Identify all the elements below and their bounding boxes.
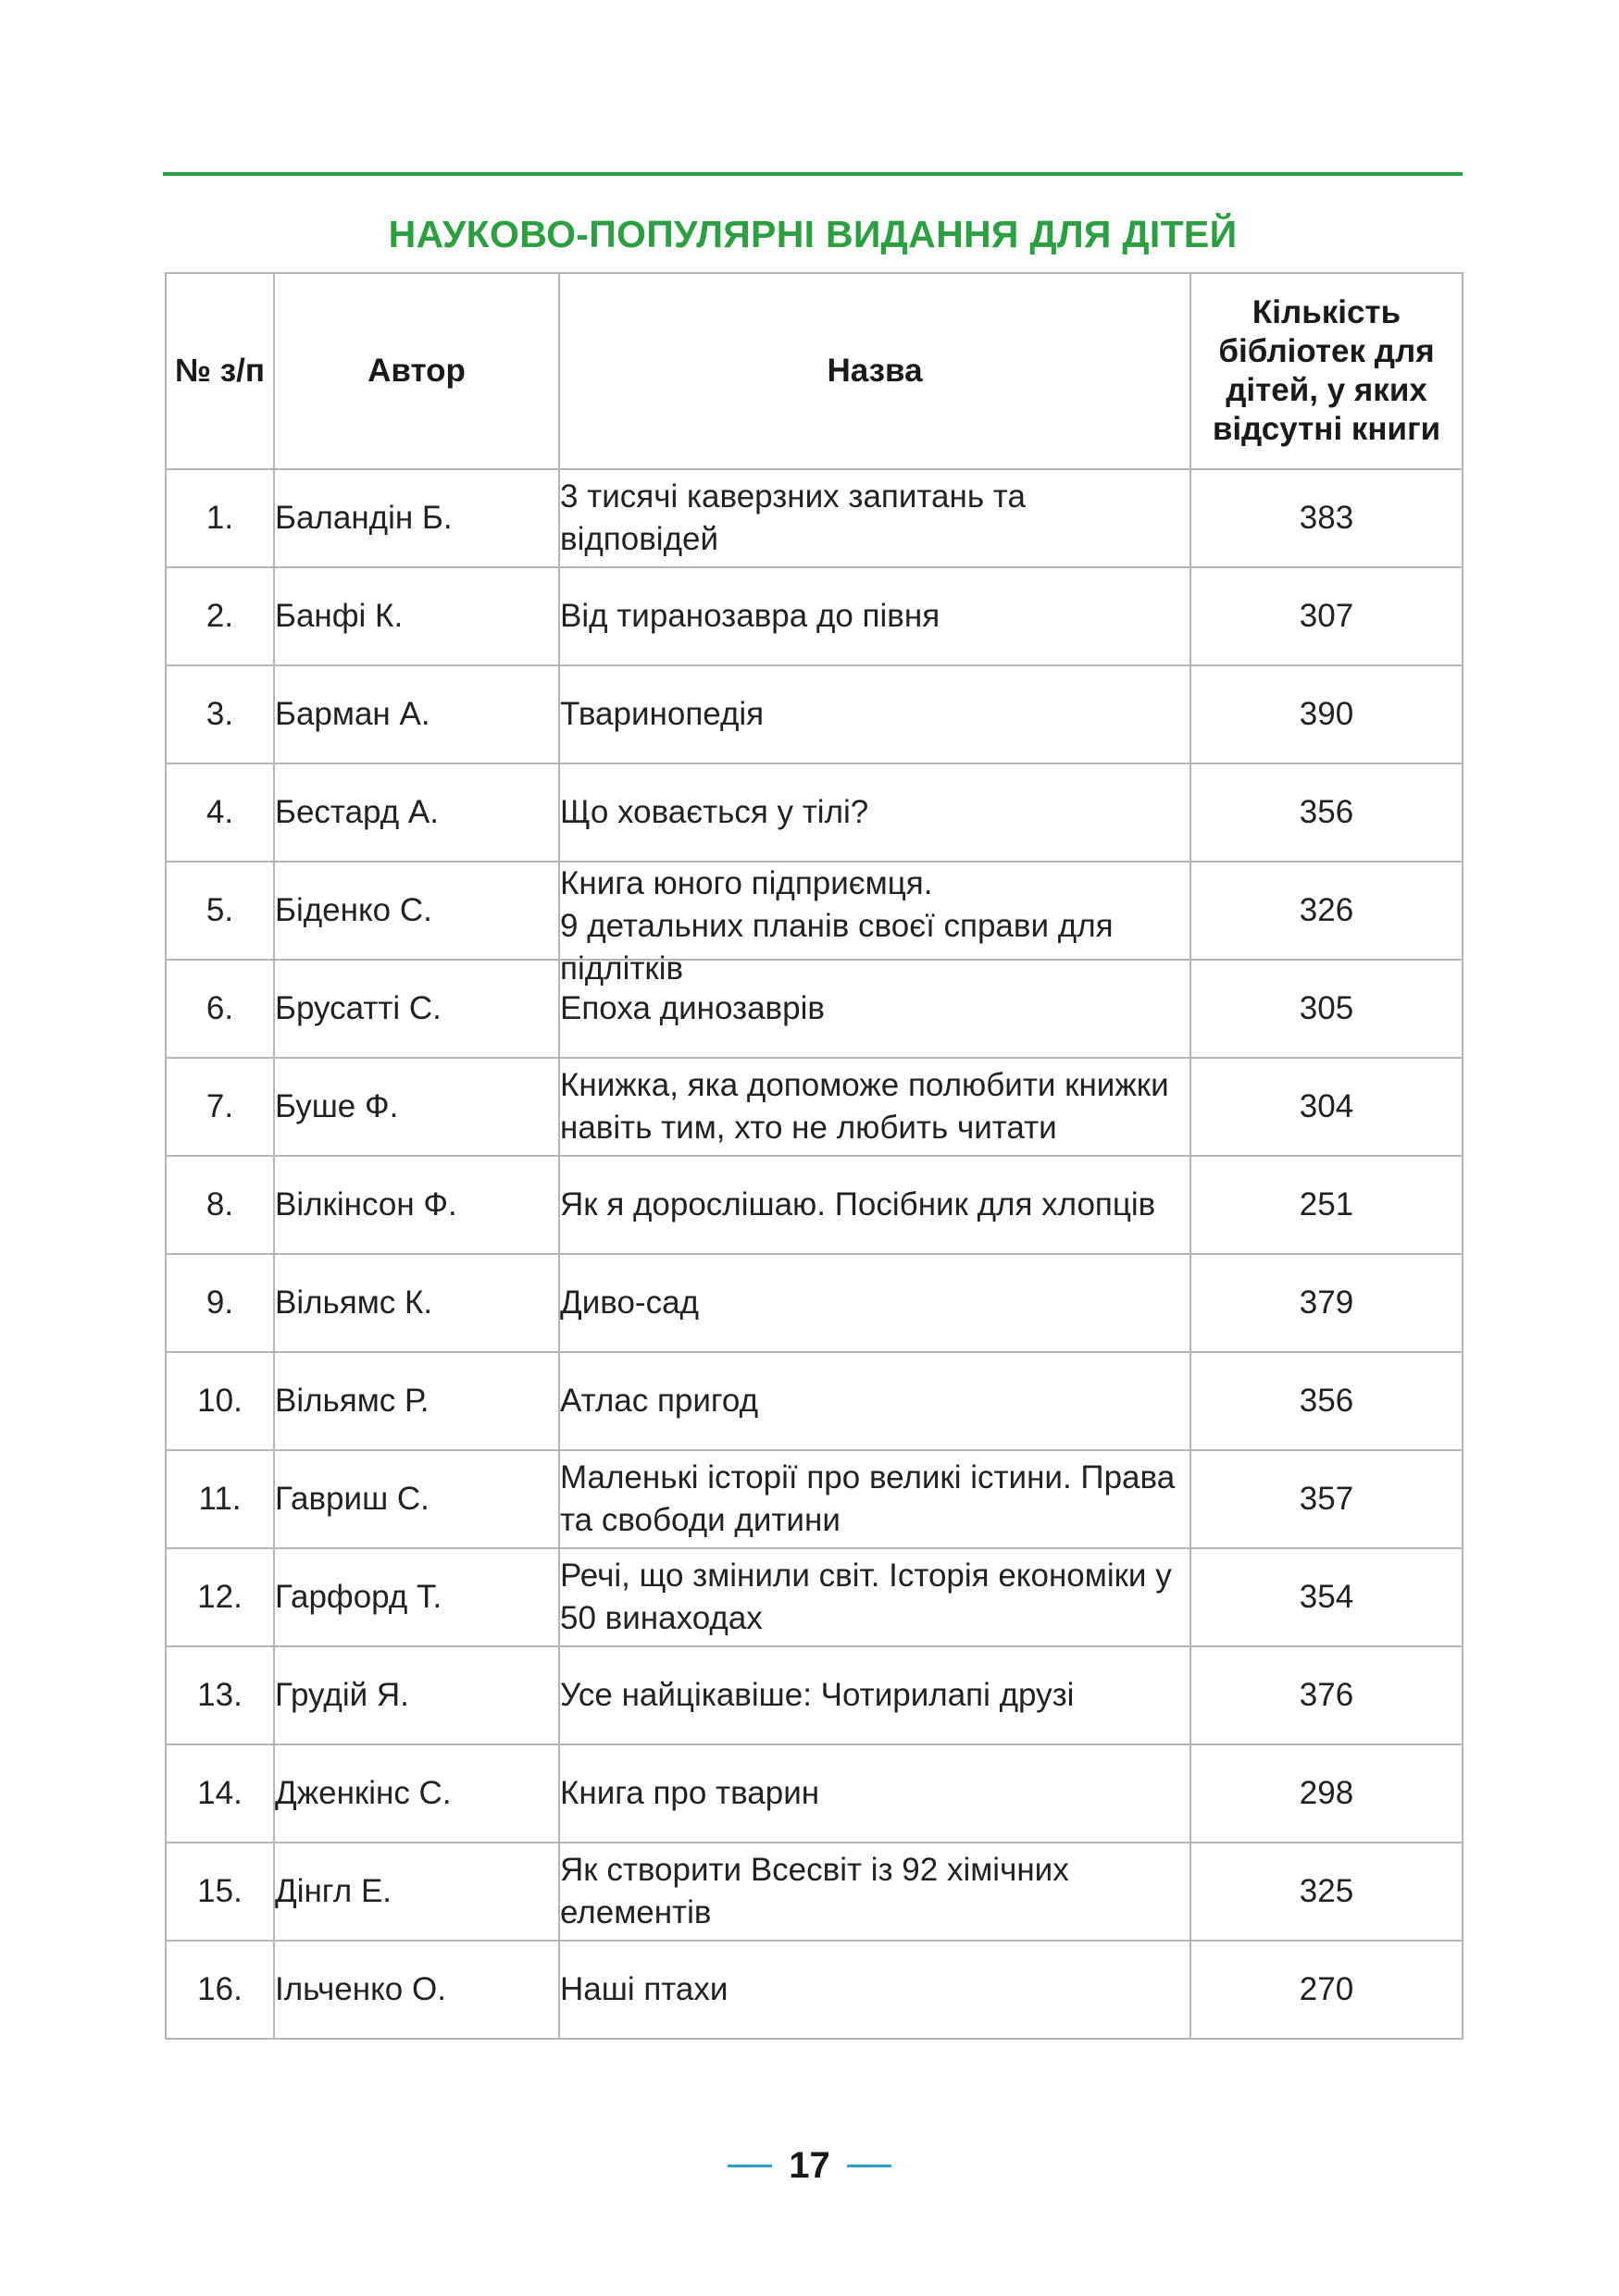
page-number: 17	[789, 2144, 830, 2186]
row-count	[1190, 862, 1463, 960]
row-author	[274, 469, 559, 567]
books-table	[165, 272, 1463, 2040]
row-author	[274, 1646, 559, 1744]
row-number-text: 7.	[205, 1088, 234, 1124]
row-number-text: 15.	[197, 1873, 243, 1909]
row-count-text: 298	[1299, 1775, 1354, 1811]
row-author-text: Ільченко О.	[275, 1971, 446, 2007]
row-title	[559, 1548, 1190, 1646]
row-author	[274, 1941, 559, 2039]
row-count-text: 304	[1299, 1088, 1354, 1124]
row-author	[274, 960, 559, 1058]
row-author	[274, 1254, 559, 1352]
table-row	[166, 567, 1463, 665]
row-number	[166, 1646, 274, 1744]
row-count-text: 305	[1299, 990, 1354, 1026]
row-author	[274, 1548, 559, 1646]
row-author-text: Буше Ф.	[275, 1088, 399, 1124]
row-author-text: Дінгл Е.	[275, 1873, 392, 1909]
row-number-text: 1.	[205, 500, 234, 536]
row-number	[166, 1843, 274, 1941]
header-num: № з/п	[166, 273, 274, 469]
row-author-text: Вілкінсон Ф.	[275, 1186, 457, 1222]
row-count-text: 326	[1299, 892, 1354, 928]
row-author-text: Вільямс Р.	[275, 1383, 430, 1419]
row-title	[559, 1843, 1190, 1941]
row-number-text: 13.	[197, 1677, 243, 1713]
row-number	[166, 1156, 274, 1254]
row-count-text: 357	[1299, 1481, 1354, 1517]
row-count	[1190, 567, 1463, 665]
row-title-text: 3 тисячі каверзних запитань та відповідей	[560, 478, 1026, 557]
row-author	[274, 1450, 559, 1548]
row-title	[559, 1156, 1190, 1254]
page-title: НАУКОВО-ПОПУЛЯРНІ ВИДАННЯ ДЛЯ ДІТЕЙ	[388, 213, 1238, 255]
row-author	[274, 862, 559, 960]
row-author-text: Брусатті С.	[275, 990, 442, 1026]
row-title-text: Книжка, яка допоможе полюбити книжки навіть тим, хто не любить читати	[560, 1067, 1169, 1146]
table-row	[166, 1058, 1463, 1156]
row-count	[1190, 1744, 1463, 1843]
row-author	[274, 1352, 559, 1450]
row-title	[559, 1352, 1190, 1450]
row-author-text: Грудій Я.	[275, 1677, 409, 1713]
row-number-text: 16.	[197, 1971, 243, 2007]
row-author	[274, 567, 559, 665]
table-row	[166, 1548, 1463, 1646]
row-author-text: Барман А.	[275, 696, 430, 732]
row-number-text: 12.	[197, 1579, 243, 1615]
row-title-text: Диво-сад	[560, 1285, 699, 1321]
row-count	[1190, 469, 1463, 567]
row-count-text: 251	[1299, 1186, 1354, 1222]
row-number	[166, 1254, 274, 1352]
table-row	[166, 1352, 1463, 1450]
row-count	[1190, 1548, 1463, 1646]
table-row	[166, 763, 1463, 862]
row-number	[166, 1941, 274, 2039]
row-title-text: Що ховається у тілі?	[560, 794, 869, 830]
row-count	[1190, 1352, 1463, 1450]
row-number-text: 10.	[197, 1383, 243, 1419]
row-count-text: 356	[1299, 794, 1354, 830]
row-count-text: 270	[1299, 1971, 1354, 2007]
row-count	[1190, 763, 1463, 862]
row-author-text: Біденко С.	[275, 892, 432, 928]
row-number	[166, 567, 274, 665]
row-title-text: Епоха динозаврів	[560, 990, 825, 1026]
table-row	[166, 1646, 1463, 1744]
row-title-text: Атлас пригод	[560, 1383, 759, 1419]
row-title-text: Як я дорослішаю. Посібник для хлопців	[560, 1186, 1156, 1222]
row-count	[1190, 1156, 1463, 1254]
row-title	[559, 1941, 1190, 2039]
row-count	[1190, 1941, 1463, 2039]
footer-dash-right	[847, 2165, 891, 2167]
row-title	[559, 862, 1190, 987]
row-title	[559, 1058, 1190, 1156]
row-count	[1190, 1646, 1463, 1744]
row-author	[274, 1156, 559, 1254]
row-title	[559, 665, 1190, 763]
header-count: Кількість бібліотек для дітей, у яких відсутні книги	[1190, 273, 1463, 469]
row-number	[166, 1352, 274, 1450]
row-title-text: Книга юного підприємця. 9 детальних планів своєї справи для підлітків	[560, 865, 1114, 987]
row-number-text: 4.	[205, 794, 234, 830]
row-author-text: Вільямс К.	[275, 1285, 433, 1321]
row-title	[559, 1450, 1190, 1548]
page-footer	[0, 2138, 1619, 2193]
row-number	[166, 1548, 274, 1646]
row-number	[166, 665, 274, 763]
row-author	[274, 1744, 559, 1843]
header-author: Автор	[274, 273, 559, 469]
row-title	[559, 1646, 1190, 1744]
row-title	[559, 1254, 1190, 1352]
row-title	[559, 1744, 1190, 1843]
row-number-text: 11.	[198, 1481, 242, 1517]
row-title	[559, 567, 1190, 665]
row-count	[1190, 1843, 1463, 1941]
row-author-text: Гавриш С.	[275, 1481, 430, 1517]
row-title-text: Наші птахи	[560, 1971, 729, 2007]
table-row	[166, 1941, 1463, 2039]
row-number	[166, 1058, 274, 1156]
row-number	[166, 1450, 274, 1548]
table-row	[166, 1156, 1463, 1254]
table-row	[166, 1450, 1463, 1548]
row-number-text: 6.	[205, 990, 234, 1026]
row-author	[274, 665, 559, 763]
row-count-text: 354	[1299, 1579, 1354, 1615]
row-author-text: Бестард А.	[275, 794, 439, 830]
row-count-text: 325	[1299, 1873, 1354, 1909]
row-count-text: 356	[1299, 1383, 1354, 1419]
row-count	[1190, 1450, 1463, 1548]
row-number-text: 3.	[205, 696, 234, 732]
table-row	[166, 960, 1463, 1058]
row-number-text: 2.	[205, 598, 234, 634]
table-row	[166, 665, 1463, 763]
table-row	[166, 1744, 1463, 1843]
row-title-text: Як створити Всесвіт із 92 хімічних елементів	[560, 1852, 1069, 1930]
row-number	[166, 862, 274, 960]
row-count	[1190, 1254, 1463, 1352]
row-title-text: Речі, що змінили світ. Історія економіки у 50 винаходах	[560, 1558, 1172, 1636]
row-count-text: 383	[1299, 500, 1354, 536]
row-title-text: Тваринопедія	[560, 696, 765, 732]
row-number	[166, 1744, 274, 1843]
row-count-text: 307	[1299, 598, 1354, 634]
row-author-text: Дженкінс С.	[275, 1775, 452, 1811]
row-count	[1190, 960, 1463, 1058]
table-row	[166, 469, 1463, 567]
row-author-text: Баландін Б.	[275, 500, 453, 536]
row-number	[166, 960, 274, 1058]
row-title-text: Від тиранозавра до півня	[560, 598, 940, 634]
table-header-row	[166, 273, 1463, 469]
row-count	[1190, 1058, 1463, 1156]
row-title	[559, 469, 1190, 567]
table-row	[166, 862, 1463, 960]
row-count-text: 379	[1299, 1285, 1354, 1321]
row-author-text: Банфі К.	[275, 598, 404, 634]
row-count-text: 390	[1299, 696, 1354, 732]
row-count-text: 376	[1299, 1677, 1354, 1713]
row-title-text: Книга про тварин	[560, 1775, 820, 1811]
row-title	[559, 763, 1190, 862]
row-author	[274, 1843, 559, 1941]
row-author-text: Гарфорд Т.	[275, 1579, 442, 1615]
row-number-text: 14.	[197, 1775, 243, 1811]
row-title-text: Усе найцікавіше: Чотирилапі друзі	[560, 1677, 1075, 1713]
row-count	[1190, 665, 1463, 763]
table-row	[166, 1254, 1463, 1352]
row-title-text: Маленькі історії про великі істини. Права та свободи дитини	[560, 1459, 1176, 1538]
row-author	[274, 1058, 559, 1156]
top-divider	[163, 172, 1463, 176]
row-number	[166, 763, 274, 862]
row-author	[274, 763, 559, 862]
row-number-text: 9.	[205, 1285, 234, 1321]
header-title: Назва	[559, 273, 1190, 469]
row-number-text: 8.	[205, 1186, 234, 1222]
footer-dash-left	[728, 2165, 772, 2167]
row-number	[166, 469, 274, 567]
table-row	[166, 1843, 1463, 1941]
row-number-text: 5.	[205, 892, 234, 928]
